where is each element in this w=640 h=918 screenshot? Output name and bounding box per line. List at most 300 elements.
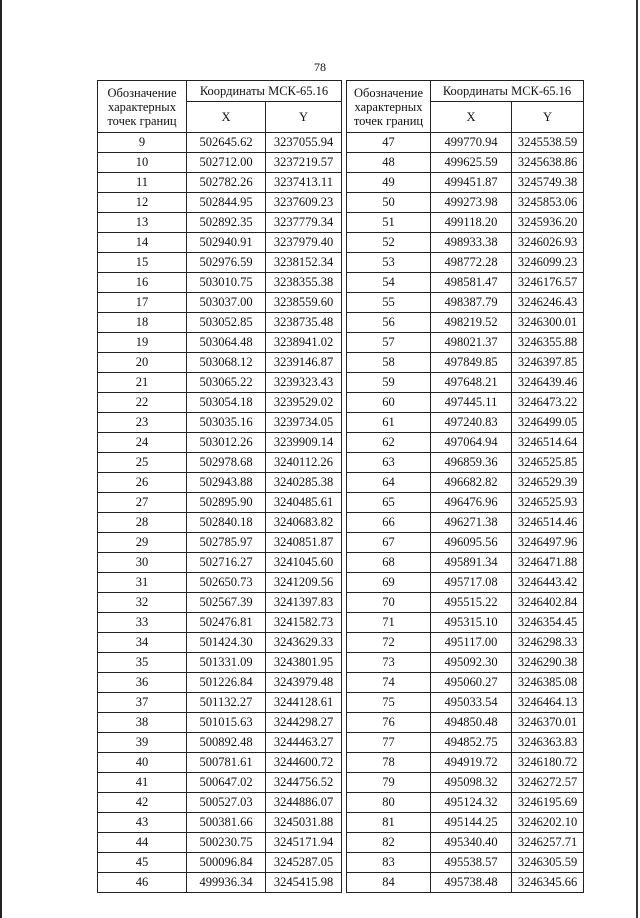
table-row <box>98 133 342 153</box>
point-number-cell: 26 <box>98 473 187 493</box>
table-row <box>347 573 584 593</box>
table-row <box>98 193 342 213</box>
table-row <box>347 173 584 193</box>
point-number-cell: 49 <box>347 173 431 193</box>
point-number-cell: 70 <box>347 593 431 613</box>
y-coordinate-cell: 3241582.73 <box>266 613 342 633</box>
x-coordinate-cell: 499273.98 <box>431 193 512 213</box>
y-coordinate-cell: 3238355.38 <box>266 273 342 293</box>
point-number-cell: 24 <box>98 433 187 453</box>
point-number-cell: 77 <box>347 733 431 753</box>
x-coordinate-cell: 499770.94 <box>431 133 512 153</box>
point-number-cell: 48 <box>347 153 431 173</box>
y-coordinate-cell: 3246499.05 <box>512 413 584 433</box>
y-coordinate-cell: 3244756.52 <box>266 773 342 793</box>
y-coordinate-cell: 3243629.33 <box>266 633 342 653</box>
y-coordinate-cell: 3241209.56 <box>266 573 342 593</box>
y-coordinate-cell: 3246464.13 <box>512 693 584 713</box>
y-coordinate-cell: 3246443.42 <box>512 573 584 593</box>
y-coordinate-cell: 3246026.93 <box>512 233 584 253</box>
point-number-cell: 78 <box>347 753 431 773</box>
table-row <box>347 473 584 493</box>
point-number-cell: 37 <box>98 693 187 713</box>
point-number-cell: 45 <box>98 853 187 873</box>
point-number-cell: 36 <box>98 673 187 693</box>
table-row <box>347 533 584 553</box>
table-row <box>347 613 584 633</box>
y-coordinate-cell: 3245638.86 <box>512 153 584 173</box>
point-number-cell: 38 <box>98 713 187 733</box>
point-number-cell: 53 <box>347 253 431 273</box>
table-row <box>347 153 584 173</box>
table-row <box>347 553 584 573</box>
x-coordinate-cell: 500647.02 <box>187 773 266 793</box>
table-row <box>347 353 584 373</box>
x-coordinate-cell: 502476.81 <box>187 613 266 633</box>
y-coordinate-cell: 3245415.98 <box>266 873 342 893</box>
y-coordinate-cell: 3237219.57 <box>266 153 342 173</box>
point-number-cell: 21 <box>98 373 187 393</box>
y-coordinate-cell: 3246525.93 <box>512 493 584 513</box>
point-number-cell: 43 <box>98 813 187 833</box>
point-number-cell: 41 <box>98 773 187 793</box>
y-coordinate-cell: 3239146.87 <box>266 353 342 373</box>
y-coordinate-cell: 3239529.02 <box>266 393 342 413</box>
table-row <box>98 173 342 193</box>
table-row <box>98 593 342 613</box>
point-number-cell: 76 <box>347 713 431 733</box>
x-coordinate-cell: 501132.27 <box>187 693 266 713</box>
x-coordinate-cell: 502978.68 <box>187 453 266 473</box>
table-row <box>98 333 342 353</box>
x-coordinate-cell: 502940.91 <box>187 233 266 253</box>
point-number-cell: 60 <box>347 393 431 413</box>
y-coordinate-cell: 3245853.06 <box>512 193 584 213</box>
table-row <box>98 873 342 893</box>
y-coordinate-cell: 3238152.34 <box>266 253 342 273</box>
table-row <box>98 773 342 793</box>
table-row <box>347 593 584 613</box>
x-coordinate-cell: 497648.21 <box>431 373 512 393</box>
y-coordinate-cell: 3245749.38 <box>512 173 584 193</box>
y-coordinate-cell: 3246514.64 <box>512 433 584 453</box>
x-coordinate-cell: 500781.61 <box>187 753 266 773</box>
x-coordinate-cell: 502567.39 <box>187 593 266 613</box>
point-number-cell: 50 <box>347 193 431 213</box>
table-row <box>98 293 342 313</box>
x-coordinate-cell: 496682.82 <box>431 473 512 493</box>
coordinates-table-left <box>97 80 342 893</box>
x-coordinate-cell: 503052.85 <box>187 313 266 333</box>
point-column-header: Обозначение характерных точек границ <box>347 81 431 133</box>
table-row <box>98 553 342 573</box>
x-coordinate-cell: 495340.40 <box>431 833 512 853</box>
table-row <box>347 633 584 653</box>
point-number-cell: 12 <box>98 193 187 213</box>
table-row <box>347 453 584 473</box>
y-coordinate-cell: 3245287.05 <box>266 853 342 873</box>
point-number-cell: 58 <box>347 353 431 373</box>
y-coordinate-cell: 3239323.43 <box>266 373 342 393</box>
table-row <box>347 793 584 813</box>
table-row <box>347 293 584 313</box>
x-coordinate-cell: 498772.28 <box>431 253 512 273</box>
table-row <box>347 133 584 153</box>
point-number-cell: 67 <box>347 533 431 553</box>
x-coordinate-cell: 500527.03 <box>187 793 266 813</box>
y-coordinate-cell: 3246290.38 <box>512 653 584 673</box>
point-number-cell: 34 <box>98 633 187 653</box>
x-coordinate-cell: 496271.38 <box>431 513 512 533</box>
x-coordinate-cell: 495738.48 <box>431 873 512 893</box>
table-row <box>347 333 584 353</box>
point-number-cell: 11 <box>98 173 187 193</box>
x-coordinate-cell: 499625.59 <box>431 153 512 173</box>
x-coordinate-cell: 502712.00 <box>187 153 266 173</box>
point-number-cell: 54 <box>347 273 431 293</box>
point-number-cell: 83 <box>347 853 431 873</box>
table-row <box>98 653 342 673</box>
y-coordinate-cell: 3237779.34 <box>266 213 342 233</box>
y-coordinate-cell: 3246305.59 <box>512 853 584 873</box>
y-coordinate-cell: 3241397.83 <box>266 593 342 613</box>
x-coordinate-cell: 502844.95 <box>187 193 266 213</box>
x-coordinate-cell: 502895.90 <box>187 493 266 513</box>
y-coordinate-cell: 3246370.01 <box>512 713 584 733</box>
point-number-cell: 71 <box>347 613 431 633</box>
y-coordinate-cell: 3246363.83 <box>512 733 584 753</box>
x-coordinate-cell: 500230.75 <box>187 833 266 853</box>
x-coordinate-cell: 500892.48 <box>187 733 266 753</box>
table-row <box>98 213 342 233</box>
table-row <box>98 273 342 293</box>
y-coordinate-cell: 3239734.05 <box>266 413 342 433</box>
point-number-cell: 55 <box>347 293 431 313</box>
point-number-cell: 62 <box>347 433 431 453</box>
y-coordinate-cell: 3238559.60 <box>266 293 342 313</box>
table-row <box>347 753 584 773</box>
x-coordinate-cell: 495144.25 <box>431 813 512 833</box>
table-row <box>347 733 584 753</box>
point-number-cell: 20 <box>98 353 187 373</box>
y-coordinate-cell: 3246514.46 <box>512 513 584 533</box>
x-coordinate-cell: 503065.22 <box>187 373 266 393</box>
x-coordinate-cell: 495515.22 <box>431 593 512 613</box>
table-row <box>347 413 584 433</box>
point-number-cell: 18 <box>98 313 187 333</box>
x-coordinate-cell: 501331.09 <box>187 653 266 673</box>
y-coordinate-cell: 3245171.94 <box>266 833 342 853</box>
x-coordinate-cell: 499118.20 <box>431 213 512 233</box>
x-coordinate-cell: 495538.57 <box>431 853 512 873</box>
table-row <box>98 613 342 633</box>
point-number-cell: 15 <box>98 253 187 273</box>
table-row <box>98 753 342 773</box>
y-coordinate-cell: 3246385.08 <box>512 673 584 693</box>
table-row <box>98 393 342 413</box>
point-number-cell: 14 <box>98 233 187 253</box>
table-row <box>98 813 342 833</box>
point-number-cell: 51 <box>347 213 431 233</box>
table-row <box>347 273 584 293</box>
point-number-cell: 35 <box>98 653 187 673</box>
table-row <box>98 313 342 333</box>
x-coordinate-cell: 503012.26 <box>187 433 266 453</box>
table-row <box>347 493 584 513</box>
x-coordinate-cell: 502650.73 <box>187 573 266 593</box>
y-column-header: Y <box>266 102 342 133</box>
x-coordinate-cell: 498933.38 <box>431 233 512 253</box>
point-number-cell: 74 <box>347 673 431 693</box>
point-number-cell: 23 <box>98 413 187 433</box>
y-coordinate-cell: 3246529.39 <box>512 473 584 493</box>
table-row <box>347 253 584 273</box>
y-coordinate-cell: 3246298.33 <box>512 633 584 653</box>
table-row <box>98 793 342 813</box>
table-row <box>347 693 584 713</box>
x-coordinate-cell: 495117.00 <box>431 633 512 653</box>
y-coordinate-cell: 3237055.94 <box>266 133 342 153</box>
point-number-cell: 79 <box>347 773 431 793</box>
point-number-cell: 68 <box>347 553 431 573</box>
point-number-cell: 84 <box>347 873 431 893</box>
table-row <box>347 713 584 733</box>
table-row <box>98 153 342 173</box>
table-row <box>347 313 584 333</box>
y-coordinate-cell: 3246099.23 <box>512 253 584 273</box>
table-row <box>347 873 584 893</box>
point-number-cell: 30 <box>98 553 187 573</box>
point-number-cell: 22 <box>98 393 187 413</box>
y-coordinate-cell: 3246176.57 <box>512 273 584 293</box>
y-coordinate-cell: 3244600.72 <box>266 753 342 773</box>
x-coordinate-cell: 501015.63 <box>187 713 266 733</box>
table-row <box>98 233 342 253</box>
x-coordinate-cell: 495092.30 <box>431 653 512 673</box>
y-coordinate-cell: 3246257.71 <box>512 833 584 853</box>
point-number-cell: 63 <box>347 453 431 473</box>
x-coordinate-cell: 498021.37 <box>431 333 512 353</box>
point-number-cell: 28 <box>98 513 187 533</box>
x-coordinate-cell: 502976.59 <box>187 253 266 273</box>
x-coordinate-cell: 500096.84 <box>187 853 266 873</box>
y-coordinate-cell: 3244298.27 <box>266 713 342 733</box>
point-number-cell: 57 <box>347 333 431 353</box>
point-number-cell: 10 <box>98 153 187 173</box>
y-coordinate-cell: 3246202.10 <box>512 813 584 833</box>
table-row <box>98 433 342 453</box>
point-number-cell: 44 <box>98 833 187 853</box>
table-row <box>98 413 342 433</box>
table-row <box>98 673 342 693</box>
point-number-cell: 19 <box>98 333 187 353</box>
point-number-cell: 32 <box>98 593 187 613</box>
table-row <box>98 693 342 713</box>
point-number-cell: 29 <box>98 533 187 553</box>
table-body-left <box>98 133 342 893</box>
x-coordinate-cell: 501424.30 <box>187 633 266 653</box>
x-coordinate-cell: 498387.79 <box>431 293 512 313</box>
y-coordinate-cell: 3246195.69 <box>512 793 584 813</box>
y-coordinate-cell: 3240851.87 <box>266 533 342 553</box>
point-number-cell: 82 <box>347 833 431 853</box>
y-coordinate-cell: 3246272.57 <box>512 773 584 793</box>
point-number-cell: 25 <box>98 453 187 473</box>
table-row <box>98 713 342 733</box>
y-coordinate-cell: 3246246.43 <box>512 293 584 313</box>
point-number-cell: 13 <box>98 213 187 233</box>
x-coordinate-cell: 496859.36 <box>431 453 512 473</box>
y-coordinate-cell: 3238735.48 <box>266 313 342 333</box>
x-coordinate-cell: 503064.48 <box>187 333 266 353</box>
y-coordinate-cell: 3246471.88 <box>512 553 584 573</box>
x-coordinate-cell: 498219.52 <box>431 313 512 333</box>
table-row <box>98 493 342 513</box>
table-row <box>347 213 584 233</box>
point-number-cell: 80 <box>347 793 431 813</box>
table-row <box>98 633 342 653</box>
x-coordinate-cell: 499936.34 <box>187 873 266 893</box>
x-coordinate-cell: 495060.27 <box>431 673 512 693</box>
table-row <box>347 853 584 873</box>
point-number-cell: 17 <box>98 293 187 313</box>
point-number-cell: 81 <box>347 813 431 833</box>
coordinates-header: Координаты МСК-65.16 <box>187 81 342 102</box>
x-coordinate-cell: 496095.56 <box>431 533 512 553</box>
x-coordinate-cell: 494852.75 <box>431 733 512 753</box>
y-coordinate-cell: 3246402.84 <box>512 593 584 613</box>
y-coordinate-cell: 3246439.46 <box>512 373 584 393</box>
point-number-cell: 31 <box>98 573 187 593</box>
x-coordinate-cell: 502645.62 <box>187 133 266 153</box>
point-number-cell: 75 <box>347 693 431 713</box>
table-row <box>347 813 584 833</box>
x-coordinate-cell: 495124.32 <box>431 793 512 813</box>
y-coordinate-cell: 3240112.26 <box>266 453 342 473</box>
x-coordinate-cell: 496476.96 <box>431 493 512 513</box>
x-coordinate-cell: 497064.94 <box>431 433 512 453</box>
x-coordinate-cell: 495891.34 <box>431 553 512 573</box>
point-number-cell: 27 <box>98 493 187 513</box>
table-row <box>98 853 342 873</box>
y-column-header: Y <box>512 102 584 133</box>
table-row <box>98 453 342 473</box>
table-row <box>347 833 584 853</box>
x-coordinate-cell: 501226.84 <box>187 673 266 693</box>
x-coordinate-cell: 502892.35 <box>187 213 266 233</box>
coordinates-tables <box>97 80 584 893</box>
x-coordinate-cell: 502785.97 <box>187 533 266 553</box>
page-left-edge <box>0 0 2 918</box>
x-coordinate-cell: 495033.54 <box>431 693 512 713</box>
table-row <box>98 353 342 373</box>
y-coordinate-cell: 3245936.20 <box>512 213 584 233</box>
point-number-cell: 56 <box>347 313 431 333</box>
y-coordinate-cell: 3246497.96 <box>512 533 584 553</box>
table-row <box>98 373 342 393</box>
point-number-cell: 59 <box>347 373 431 393</box>
point-number-cell: 47 <box>347 133 431 153</box>
x-coordinate-cell: 502943.88 <box>187 473 266 493</box>
x-column-header: X <box>431 102 512 133</box>
y-coordinate-cell: 3246300.01 <box>512 313 584 333</box>
x-coordinate-cell: 503010.75 <box>187 273 266 293</box>
x-coordinate-cell: 503068.12 <box>187 353 266 373</box>
y-coordinate-cell: 3246525.85 <box>512 453 584 473</box>
coordinates-table-right <box>346 80 584 893</box>
table-row <box>98 833 342 853</box>
x-coordinate-cell: 497849.85 <box>431 353 512 373</box>
x-coordinate-cell: 494919.72 <box>431 753 512 773</box>
table-row <box>347 373 584 393</box>
x-coordinate-cell: 503035.16 <box>187 413 266 433</box>
y-coordinate-cell: 3239909.14 <box>266 433 342 453</box>
table-row <box>98 513 342 533</box>
x-coordinate-cell: 500381.66 <box>187 813 266 833</box>
coordinates-header: Координаты МСК-65.16 <box>431 81 584 102</box>
y-coordinate-cell: 3243801.95 <box>266 653 342 673</box>
point-number-cell: 9 <box>98 133 187 153</box>
y-coordinate-cell: 3246180.72 <box>512 753 584 773</box>
y-coordinate-cell: 3244886.07 <box>266 793 342 813</box>
x-coordinate-cell: 497240.83 <box>431 413 512 433</box>
table-row <box>98 733 342 753</box>
y-coordinate-cell: 3244128.61 <box>266 693 342 713</box>
point-number-cell: 65 <box>347 493 431 513</box>
y-coordinate-cell: 3240683.82 <box>266 513 342 533</box>
point-number-cell: 33 <box>98 613 187 633</box>
y-coordinate-cell: 3246354.45 <box>512 613 584 633</box>
y-coordinate-cell: 3238941.02 <box>266 333 342 353</box>
y-coordinate-cell: 3244463.27 <box>266 733 342 753</box>
x-coordinate-cell: 502782.26 <box>187 173 266 193</box>
x-coordinate-cell: 494850.48 <box>431 713 512 733</box>
y-coordinate-cell: 3237979.40 <box>266 233 342 253</box>
table-row <box>347 393 584 413</box>
y-coordinate-cell: 3246473.22 <box>512 393 584 413</box>
y-coordinate-cell: 3245538.59 <box>512 133 584 153</box>
x-coordinate-cell: 498581.47 <box>431 273 512 293</box>
x-coordinate-cell: 499451.87 <box>431 173 512 193</box>
table-row <box>347 233 584 253</box>
y-coordinate-cell: 3246355.88 <box>512 333 584 353</box>
x-coordinate-cell: 495315.10 <box>431 613 512 633</box>
y-coordinate-cell: 3246345.66 <box>512 873 584 893</box>
point-number-cell: 52 <box>347 233 431 253</box>
point-number-cell: 72 <box>347 633 431 653</box>
y-coordinate-cell: 3243979.48 <box>266 673 342 693</box>
table-row <box>98 253 342 273</box>
y-coordinate-cell: 3245031.88 <box>266 813 342 833</box>
y-coordinate-cell: 3240285.38 <box>266 473 342 493</box>
x-coordinate-cell: 495717.08 <box>431 573 512 593</box>
x-coordinate-cell: 502840.18 <box>187 513 266 533</box>
point-number-cell: 66 <box>347 513 431 533</box>
y-coordinate-cell: 3237413.11 <box>266 173 342 193</box>
table-row <box>347 433 584 453</box>
x-coordinate-cell: 503054.18 <box>187 393 266 413</box>
x-coordinate-cell: 495098.32 <box>431 773 512 793</box>
table-row <box>347 513 584 533</box>
table-row <box>347 653 584 673</box>
table-row <box>347 773 584 793</box>
point-column-header: Обозначение характерных точек границ <box>98 81 187 133</box>
x-coordinate-cell: 502716.27 <box>187 553 266 573</box>
x-coordinate-cell: 497445.11 <box>431 393 512 413</box>
point-number-cell: 16 <box>98 273 187 293</box>
table-row <box>98 533 342 553</box>
point-number-cell: 61 <box>347 413 431 433</box>
